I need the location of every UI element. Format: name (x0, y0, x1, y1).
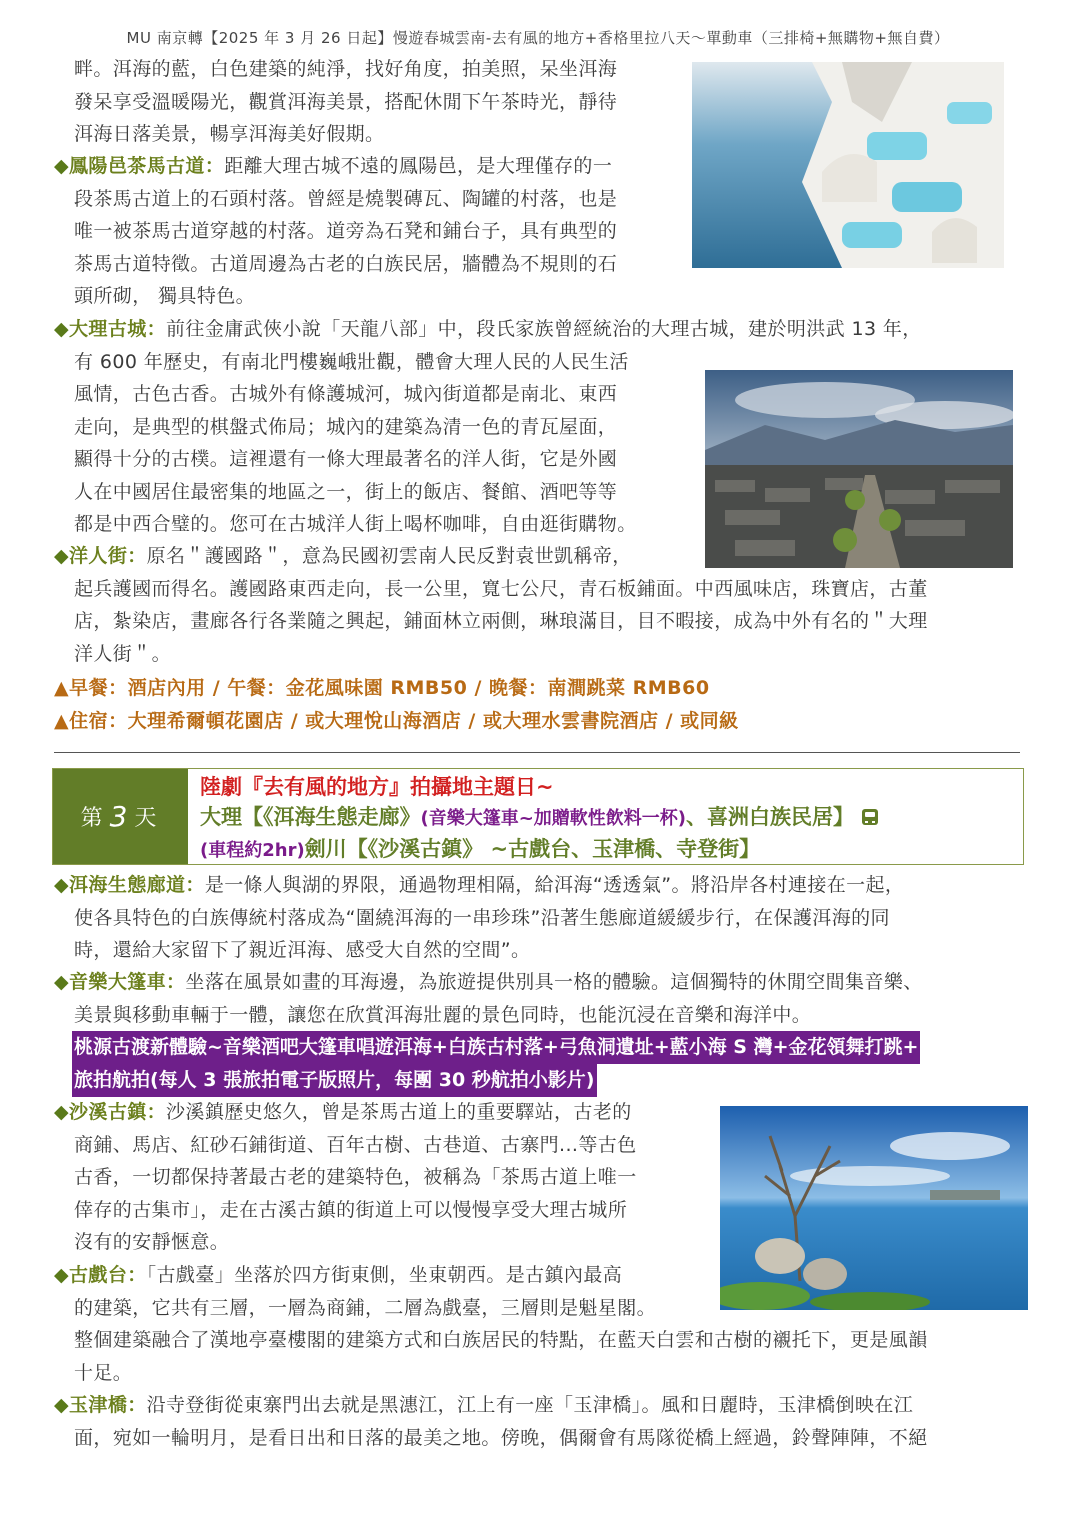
text-line: 起兵護國而得名。護國路東西走向，長一公里，寬七公尺，青石板鋪面。中西風味店，珠寶店，古董 (74, 577, 928, 600)
page-header: MU 南京轉【2025 年 3 月 26 日起】慢遊春城雲南-去有風的地方+香格里拉八天～單動車（三排椅+無購物+無自費） (126, 29, 950, 47)
text-line: 使各具特色的白族傳統村落成為“圍繞洱海的一串珍珠”沿著生態廊道緩緩步行，在保護洱海的同 (74, 906, 890, 929)
text-line: 段茶馬古道上的石頭村落。曾經是燒製磚瓦、陶罐的村落，也是 (74, 187, 618, 210)
diamond-icon: ◆ (54, 1264, 70, 1286)
text-span: 沿寺登街從東寨門出去就是黑潓江，江上有一座「玉津橋」。風和日麗時，玉津橋倒映在江 (146, 1394, 914, 1416)
text-span: 沙溪鎮歷史悠久，曾是茶馬古道上的重要驛站，古老的 (166, 1101, 632, 1123)
text-span: 原名＂護國路＂，意為民國初雲南人民反對袁世凱稱帝， (146, 545, 632, 567)
text-span: 距離大理古城不遠的鳳陽邑，是大理僅存的一 (224, 155, 613, 177)
text-span: 前往金庸武俠小說「天龍八部」中，段氏家族曾經統治的大理古城，建於明洪武 13 年， (166, 318, 922, 340)
photo-erhai-white-buildings (692, 62, 1004, 268)
text-line: 發呆享受溫暖陽光，觀賞洱海美景，搭配休閒下午茶時光，靜待 (74, 90, 618, 113)
text-line (54, 869, 904, 902)
day-prefix: 第 (80, 806, 107, 831)
section-erhai-corridor (54, 869, 904, 967)
day-route-2 (200, 834, 878, 866)
bus-icon (862, 809, 878, 825)
text-line (54, 150, 617, 183)
day-suffix: 天 (134, 806, 161, 831)
banner-line: 桃源古渡新體驗~音樂酒吧大篷車唱遊洱海+白族古村落+弓魚洞遺址+藍小海 S 灣+金花領舞打跳+ (72, 1031, 920, 1064)
day-label (53, 769, 188, 864)
section-yujin-bridge (54, 1389, 928, 1454)
text-line: 商鋪、馬店、紅砂石鋪街道、百年古樹、古巷道、古寨門...等古色 (74, 1133, 637, 1156)
text-line: 人在中國居住最密集的地區之一，街上的飯店、餐館、酒吧等等 (74, 480, 618, 503)
text-line: 十足。 (74, 1361, 133, 1384)
text-span: 是一條人與湖的界限，通過物理相隔，給洱海“透透氣”。將沿岸各村連接在一起， (204, 874, 905, 896)
text-line: 走向，是典型的棋盤式佈局；城內的建築為清一色的青瓦屋面， (74, 415, 618, 438)
route-note: (音樂大篷車~加贈軟性飲料一杯) (420, 808, 687, 829)
day-route-1 (200, 802, 878, 834)
route-text: 、喜洲白族民居】 (686, 805, 855, 829)
text-line: 沒有的安靜愜意。 (74, 1231, 230, 1253)
diamond-icon: ◆ (54, 1101, 70, 1123)
text-line: 面，宛如一輪明月，是看日出和日落的最美之地。傍晚，偶爾會有馬隊從橋上經過，鈴聲陣陣，不絕 (74, 1426, 928, 1449)
section-title: 鳳陽邑茶馬古道： (69, 155, 225, 177)
section-shaxi (54, 1096, 637, 1259)
section-title: 洱海生態廊道： (69, 874, 205, 896)
section-divider (54, 752, 1020, 753)
text-line: 的建築，它共有三層，一層為商鋪，二層為戲臺，三層則是魁星閣。 (74, 1296, 657, 1319)
route-note: (車程約2hr) (200, 840, 305, 861)
text-line (54, 313, 922, 346)
text-line (54, 540, 928, 573)
diamond-icon: ◆ (54, 874, 70, 896)
diamond-icon: ◆ (54, 545, 70, 567)
section-title: 大理古城： (69, 318, 167, 340)
day-header (52, 768, 1024, 865)
banner-line: 旅拍航拍(每人 3 張旅拍電子版照片，每團 30 秒航拍小影片) (72, 1064, 597, 1097)
section-title: 洋人街： (69, 545, 147, 567)
section-old-stage (54, 1259, 928, 1389)
section-music-caravan (54, 966, 923, 1031)
section-yangren (54, 540, 928, 670)
text-line: 茶馬古道特徵。古道周邊為古老的白族民居，牆體為不規則的石 (74, 252, 618, 275)
text-span: 「古戲臺」坐落於四方街東側，坐東朝西。是古鎮內最高 (146, 1264, 623, 1286)
text-line (54, 966, 923, 999)
text-line: 有 600 年歷史，有南北門樓巍峨壯觀，體會大理人民的人民生活 (74, 350, 629, 373)
route-text: 大理【《洱海生態走廊》 (200, 805, 421, 829)
diamond-icon: ◆ (54, 318, 70, 340)
diamond-icon: ◆ (54, 971, 70, 993)
text-line: 古香，一切都保持著最古老的建築特色，被稱為「茶馬古道上唯一 (74, 1166, 637, 1188)
text-span: 坐落在風景如畫的耳海邊，為旅遊提供別具一格的體驗。這個獨特的休閒空間集音樂、 (185, 971, 923, 993)
text-line: 頭所砌， 獨具特色。 (74, 285, 256, 307)
hotel-line: ▲住宿：大理希爾頓花園店 / 或大理悅山海酒店 / 或大理水雲書院酒店 / 或同級 (54, 710, 739, 732)
text-line: 都是中西合璧的。您可在古城洋人街上喝杯咖啡，自由逛街購物。 (74, 513, 637, 535)
section-dali (54, 313, 922, 541)
text-line (54, 1096, 637, 1129)
text-line: 美景與移動車輛于一體，讓您在欣賞洱海壯麗的景色同時，也能沉浸在音樂和海洋中。 (74, 1003, 812, 1026)
diamond-icon: ◆ (54, 155, 70, 177)
section-title: 沙溪古鎮： (69, 1101, 167, 1123)
text-line: 畔。洱海的藍，白色建築的純淨，找好角度，拍美照，呆坐洱海 (74, 58, 618, 80)
text-line: 時，還給大家留下了親近洱海、感受大自然的空間”。 (74, 939, 531, 961)
section-title: 古戲台： (69, 1264, 147, 1286)
intro-text (74, 53, 617, 151)
diamond-icon: ◆ (54, 1394, 70, 1416)
meals-line: ▲早餐：酒店內用 / 午餐：金花風味園 RMB50 / 晚餐：南澗跳菜 RMB60 (54, 677, 710, 699)
section-title: 音樂大篷車： (69, 971, 186, 993)
text-line: 風情，古色古香。古城外有條護城河，城內街道都是南北、東西 (74, 383, 618, 405)
day-number: 3 (109, 800, 132, 833)
text-line: 洋人街＂。 (74, 642, 172, 665)
text-line: 顯得十分的古樸。這裡還有一條大理最著名的洋人街，它是外國 (74, 448, 618, 470)
section-title: 玉津橋： (69, 1394, 147, 1416)
route-text: 劍川【《沙溪古鎮》 ~古戲台、玉津橋、寺登街】 (304, 837, 761, 861)
section-fengyang (54, 150, 617, 313)
text-line: 唯一被茶馬古道穿越的村落。道旁為石凳和鋪台子，具有典型的 (74, 220, 618, 242)
text-line (54, 1389, 928, 1422)
text-line: 整個建築融合了漢地亭臺樓閣的建築方式和白族居民的特點，在藍天白雲和古樹的襯托下，更是風韻 (74, 1329, 928, 1351)
text-line: 店，紮染店，畫廊各行各業隨之興起，鋪面林立兩側，琳琅滿目，目不暇接，成為中外有名的＂大理 (74, 610, 928, 632)
day-title (188, 769, 888, 864)
text-line (54, 1259, 928, 1292)
text-line: 倖存的古集市」，走在古溪古鎮的街道上可以慢慢享受大理古城所 (74, 1198, 628, 1221)
day-theme: 陸劇『去有風的地方』拍攝地主題日~ (200, 775, 554, 799)
highlight-banner (72, 1031, 1020, 1097)
text-line: 洱海日落美景，暢享洱海美好假期。 (74, 123, 385, 145)
